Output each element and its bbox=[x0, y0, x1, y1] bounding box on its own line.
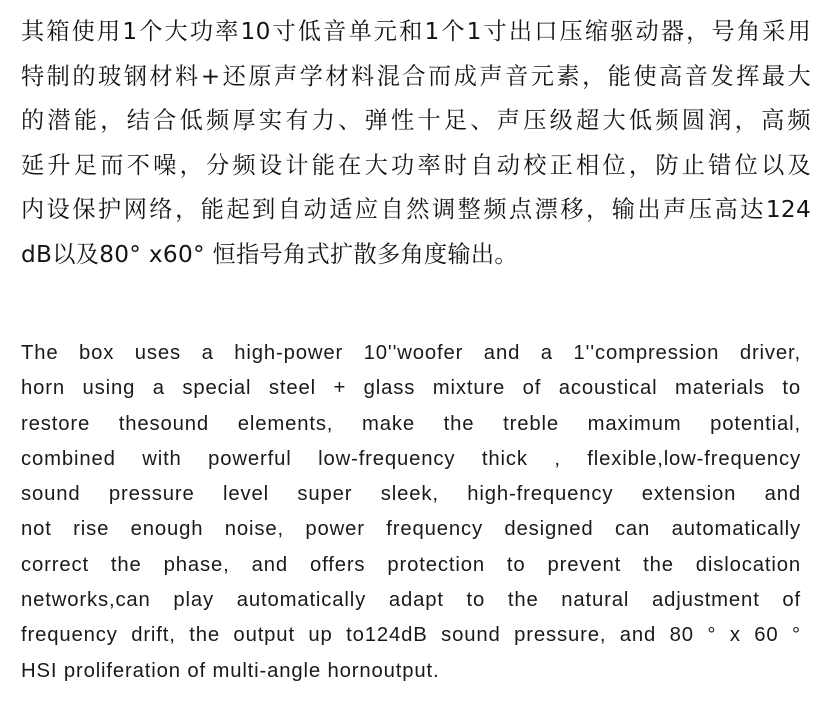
chinese-line: dB以及80° x60° 恒指号角式扩散多角度输出。 bbox=[21, 240, 518, 268]
english-line: networks,can play automatically adapt to the natural adjustment of bbox=[21, 589, 801, 612]
english-line: correct the phase, and offers protection to prevent the dislocation bbox=[21, 553, 801, 576]
chinese-description bbox=[21, 10, 811, 277]
chinese-line: 其箱使用1个大功率10寸低音单元和1个1寸出口压缩驱动器，号角采用 bbox=[21, 18, 811, 45]
english-line: combined with powerful low-frequency thick , flexible,low-frequency bbox=[21, 447, 801, 470]
english-line: not rise enough noise, power frequency designed can automatically bbox=[21, 518, 801, 541]
english-line: sound pressure level super sleek, high-frequency extension and bbox=[21, 483, 801, 506]
english-description bbox=[21, 336, 801, 689]
english-line: The box uses a high-power 10''woofer and a 1''compression driver, bbox=[21, 342, 801, 364]
english-line: frequency drift, the output up to124dB sound pressure, and 80 ° x 60 ° bbox=[21, 624, 801, 647]
chinese-line: 内设保护网络，能起到自动适应自然调整频点漂移，输出声压高达124 bbox=[21, 196, 811, 223]
chinese-line: 的潜能，结合低频厚实有力、弹性十足、声压级超大低频圆润，高频 bbox=[21, 107, 811, 134]
english-line: horn using a special steel + glass mixture of acoustical materials to bbox=[21, 377, 801, 400]
english-line: restore thesound elements, make the treble maximum potential, bbox=[21, 412, 801, 435]
chinese-line: 特制的玻钢材料+还原声学材料混合而成声音元素，能使高音发挥最大 bbox=[21, 62, 811, 90]
english-line: HSI proliferation of multi-angle hornoutput. bbox=[21, 659, 440, 682]
chinese-line: 延升足而不噪，分频设计能在大功率时自动校正相位，防止错位以及 bbox=[21, 151, 811, 179]
